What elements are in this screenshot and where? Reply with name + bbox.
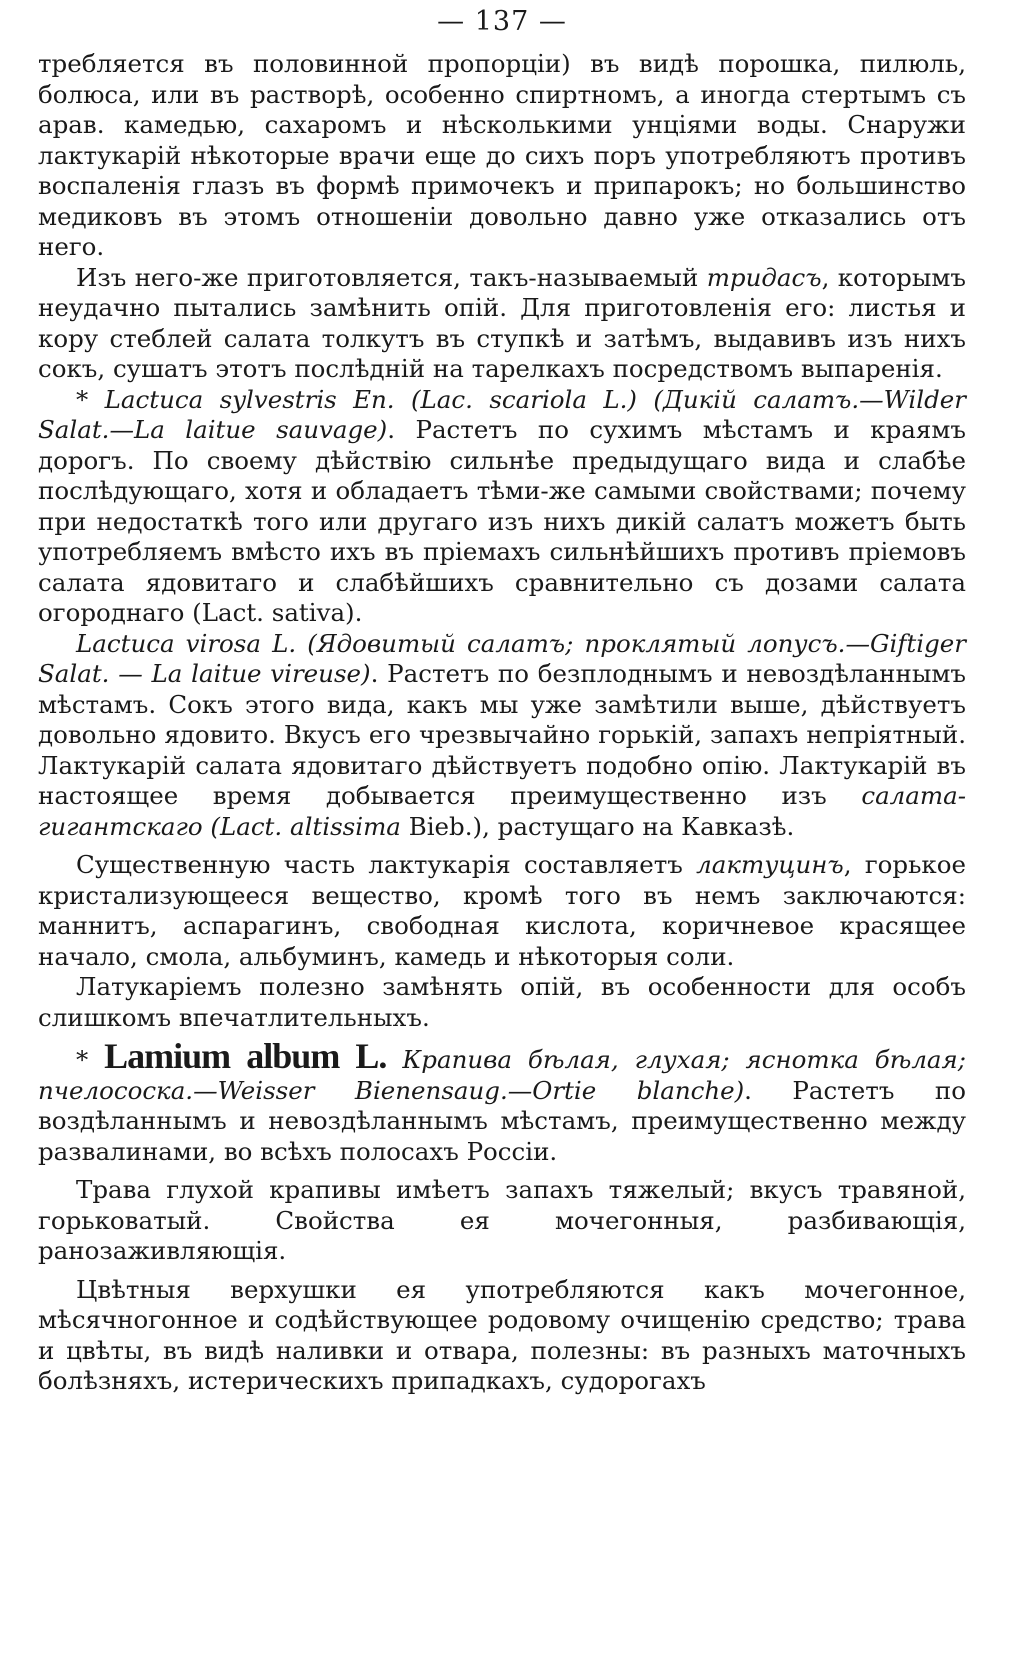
- paragraph: [38, 1175, 966, 1267]
- entry-heading: Lamium album L.: [104, 1036, 387, 1076]
- text-run: . Растетъ по безплоднымъ и невоздѣланнымъ мѣстамъ. Сокъ этого вида, какъ мы уже замѣтили выше, дѣйствуетъ довольно ядовито. Вкусъ его чрезвычайно горькій, запахъ непріятный. Лактукарій салата ядовитаго дѣйствуетъ подобно опію. Лактукарій въ настоящее время добывается преимущественно изъ: [38, 659, 966, 810]
- paragraph: [38, 263, 966, 385]
- italic-text: лактуцинъ: [696, 850, 844, 879]
- paragraph: [38, 629, 966, 843]
- page-body: [38, 49, 966, 1397]
- italic-text: тридасъ: [706, 262, 822, 292]
- text-run: Трава глухой крапивы имѣетъ запахъ тяжелый; вкусъ травяной, горьковатый. Свойства ея мочегонныя, разбивающія, ранозаживляющія.: [38, 1175, 966, 1265]
- text-run: Bieb.), растущаго на Кавказѣ.: [400, 811, 795, 841]
- text-run: Латукаріемъ полезно замѣнять опій, въ особенности для особъ слишкомъ впечатлительныхъ.: [38, 972, 966, 1032]
- text-run: *: [76, 384, 105, 414]
- text-run: . Растетъ по воздѣланнымъ и невоздѣланнымъ мѣстамъ, преимущественно между развалинами, во всѣхъ полосахъ Россіи.: [38, 1075, 966, 1166]
- italic-text: салата-гигантскаго (Lact. altissima: [38, 781, 966, 841]
- page-number: — 137 —: [437, 6, 567, 37]
- text-run: *: [76, 1045, 105, 1074]
- text-run: , горькое кристализующееся вещество, кромѣ того въ немъ заключаются: маннитъ, аспарагинъ, свободная кислота, коричневое красящее начало, смола, альбуминъ, камедь и нѣкоторыя соли.: [38, 850, 966, 971]
- text-run: Цвѣтныя верхушки ея употребляются какъ мочегонное, мѣсячногонное и содѣйствующее родовому очищенію средство; трава и цвѣты, въ видѣ наливки и отвара, полезны: въ разныхъ маточныхъ болѣзняхъ, истерическихъ припадкахъ, судорогахъ: [38, 1274, 966, 1395]
- italic-text: Lactuca virosa L. (Ядовитый салатъ; проклятый лопусъ.—Giftiger Salat. — La laitue vireuse): [38, 628, 966, 688]
- italic-text: Lactuca sylvestris En. (Lac. scariola L.) (Дикій салатъ.—Wilder Salat.—La laitue sauvage): [38, 384, 966, 444]
- paragraph: [38, 1036, 967, 1167]
- text-run: Изъ него-же приготовляется, такъ-называемый: [76, 262, 707, 292]
- text-run: Существенную часть лактукарія составляетъ: [76, 850, 697, 879]
- italic-text: Крапива бѣлая, глухая; яснотка бѣлая; пчелососка.—Weisser Bienensaug.—Ortie blanche): [38, 1045, 967, 1105]
- text-run: . Растетъ по сухимъ мѣстамъ и краямъ дорогъ. По своему дѣйствію сильнѣе предыдущаго вида и слабѣе послѣдующаго, хотя и обладаетъ тѣми-же самыми свойствами; почему при недостаткѣ того или другаго изъ нихъ дикій салатъ можетъ быть употребляемъ вмѣсто ихъ въ пріемахъ сильнѣйшихъ противъ пріемовъ салата ядовитаго и слабѣйшихъ сравнительно съ дозами салата огороднаго (Lact. sativa).: [38, 415, 967, 627]
- paragraph: [38, 385, 966, 629]
- paragraph: [38, 49, 966, 263]
- text-run: требляется въ половинной пропорціи) въ видѣ порошка, пилюль, болюса, или въ растворѣ, особенно спиртномъ, а иногда стертымъ съ арав. камедью, сахаромъ и нѣсколькими унціями воды. Снаружи лактукарій нѣкоторые врачи еще до сихъ поръ употребляютъ противъ воспаленія глазъ въ формѣ примочекъ и припарокъ; но большинство медиковъ въ этомъ отношеніи довольно давно уже отказались отъ него.: [38, 49, 966, 261]
- paragraph: [38, 972, 966, 1033]
- text-run: [386, 1045, 402, 1074]
- text-run: , которымъ неудачно пытались замѣнить опій. Для приготовленія его: листья и кору стеблей салата толкутъ въ ступкѣ и затѣмъ, выдавивъ изъ нихъ сокъ, сушатъ этотъ послѣдній на тарелкахъ посредствомъ выпаренія.: [38, 262, 966, 383]
- paragraph: [38, 1275, 966, 1397]
- paragraph: [38, 850, 966, 972]
